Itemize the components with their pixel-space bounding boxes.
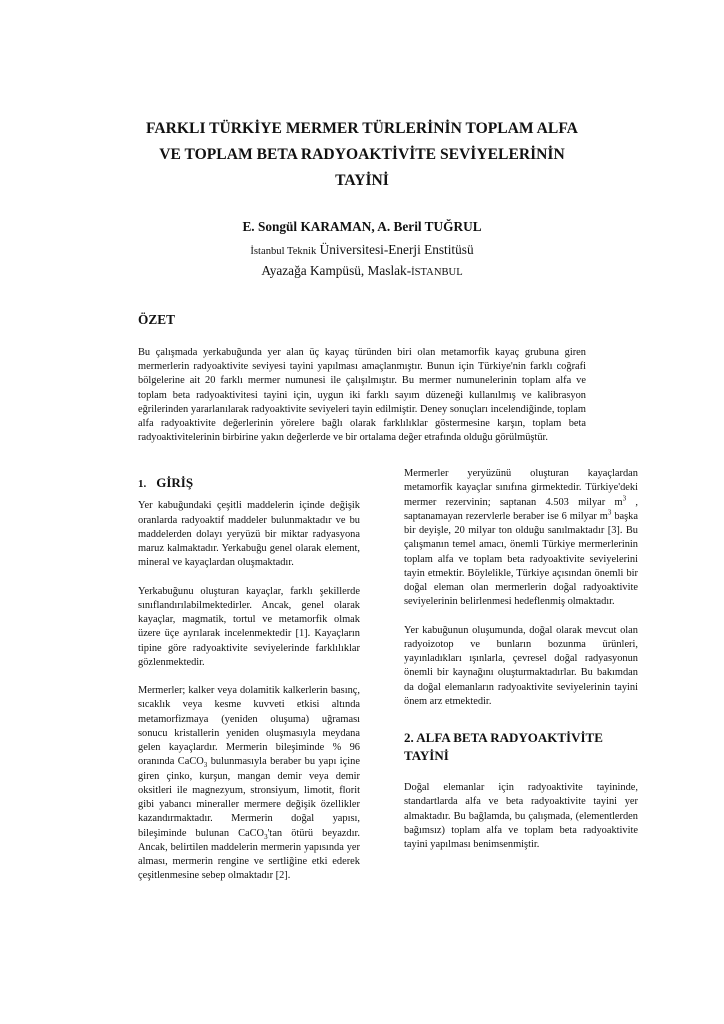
- rp1-part-b: , saptanamayan rezervlerle beraber ise 6 milyar m: [404, 496, 638, 522]
- paper-title: [100, 116, 624, 194]
- section-1-title: GİRİŞ: [156, 475, 194, 490]
- rp1-part-c: başka bir deyişle, 20 milyar ton olduğu sanılmaktadır [3]. Bu çalışmanın temel amacı, önemli Türkiye mermerlerinin toplam alfa ve toplam beta radyoaktivite seviyelerini tayin etmektir. Böylelikle, Türkiye açısından önemli bir doğal eleman olan mermerlerin doğal radyoaktivite seviyelerinin belirlenmesi hedeflenmiş olmaktadır.: [404, 510, 638, 608]
- section-1-paragraph-2: Yerkabuğunu oluşturan kayaçlar, farklı şekillerde sınıflandırılabilmektedirler. Ancak, genel olarak kayaçlar, magmatik, tortul ve metamorfik olmak üzere üçe ayrılarak incelenmektedir [1]. Kayaçların tipine göre radyoaktivite seviyelerinde farklılıklar gözlenmektedir.: [138, 585, 360, 668]
- section-1-number: 1.: [138, 478, 147, 490]
- abstract-text: Bu çalışmada yerkabuğunda yer alan üç kayaç türünden biri olan metamorfik kayaç grubuna giren mermerlerin radyoaktivite seviyesi tayini yapılması amaçlanmıştır. Bunun için Türkiye'nin farklı coğrafi bölgelerine ait 20 farklı mermer numunesi ile çalışılmıştır. Bu mermer numunelerinin toplam alfa ve toplam beta radyoaktivitesi tayini için, uygun iki farklı sayım düzeneği kullanılmış ve kalibrasyon eğrilerinden yararlanılarak radyoaktivite seviyeleri tayin edilmiştir. Deney sonuçları incelendiğinde, toplam alfa radyoaktivite değerlerinin yörelere bağlı olarak farklılıklar göstermesine karşın, toplam beta radyoaktivitelerinin birbirine yakın değerlerde ve bir ortalama değer etrafında olduğu görülmüştür.: [138, 347, 586, 444]
- section-1-heading: [138, 476, 360, 491]
- section-1-paragraph-3: [138, 684, 360, 884]
- section-2-paragraph-1: Doğal elemanlar için radyoaktivite tayininde, standartlarda alfa ve beta radyoaktivite tayini yer almaktadır. Bu bağlamda, bu çalışmada, (elementlerden bağımsız) toplam alfa ve toplam beta radyoaktivite tayini yapılması benimsenmiştir.: [404, 782, 638, 850]
- m3-superscript-1: 3: [622, 494, 627, 503]
- section-1-paragraph-1: Yer kabuğundaki çeşitli maddelerin içinde değişik oranlarda radyoaktif maddeler bulunmaktadır ve bu maddelerden dolayı yeryüzü bir miktar radyasyona maruz kalmaktadır. Yerkabuğu genel olarak element, mineral ve kayaçlardan oluşmaktadır.: [138, 500, 360, 569]
- title-line-2: VE TOPLAM BETA RADYOAKTİVİTE SEVİYELERİNİN: [159, 146, 565, 163]
- m3-superscript-2: 3: [607, 508, 612, 517]
- affiliation-line-1: [0, 240, 724, 261]
- right-column: [404, 467, 638, 852]
- caco3-subscript-2: 3: [264, 832, 268, 841]
- abstract-heading: ÖZET: [138, 312, 175, 327]
- caco3-subscript-1: 3: [203, 761, 208, 770]
- p3-part-a: Mermerler; kalker veya dolamitik kalkerlerin basınç, sıcaklık veya kesme kuvveti etkisi altında metamorfizmaya (yeniden oluşuma) uğraması sonucu kristallerin yeniden oluşmasıyla meydana gelen kayaçlardır. Mermerin bileşiminde % 96 oranında CaCO: [138, 685, 360, 768]
- affiliation-small-text: İstanbul Teknik: [250, 246, 317, 257]
- left-column: [138, 476, 360, 884]
- affiliation-campus: Ayazağa Kampüsü, Maslak-: [261, 263, 412, 278]
- title-line-1: FARKLI TÜRKİYE MERMER TÜRLERİNİN TOPLAM ALFA: [146, 120, 578, 137]
- rp1-part-a: Mermerler yeryüzünü oluşturan kayaçlardan metamorfik kayaçlar sınıfına girmektedir. Türkiye'deki mermer rezervinin; saptanan 4.503 milyar m: [404, 468, 638, 508]
- right-paragraph-2: Yer kabuğunun oluşumunda, doğal olarak mevcut olan radyoizotop ve bunların bozunma ürünleri, yayınladıkları ışınlarla, çevresel doğal radyasyonun önemli bir kaynağını oluşturmaktadırlar. Bu bakımdan da doğal elemanların radyoaktivite seviyelerinin tayini önem arz etmektedir.: [404, 624, 638, 707]
- p3-part-c: 'tan ötürü beyazdır. Ancak, belirtilen maddelerin mermerin yapısında yer alması, mermerin rengine ve sertliğine etki ederek çeşitlenmesine sebep olmaktadır [2].: [138, 827, 360, 882]
- affiliation-institute: Üniversitesi-Enerji Enstitüsü: [316, 242, 474, 257]
- title-line-3: TAYİNİ: [335, 172, 389, 189]
- affiliation-city: İSTANBUL: [411, 267, 463, 278]
- right-paragraph-1: [404, 467, 638, 610]
- affiliation: [0, 240, 724, 282]
- affiliation-line-2: [0, 261, 724, 282]
- section-2-heading: 2. ALFA BETA RADYOAKTİVİTE TAYİNİ: [404, 730, 603, 763]
- p3-part-b: bulunmasıyla beraber bu yapı içine giren çinko, kurşun, mangan demir veya demir oksitleri ile magnezyum, stronsiyum, limotit, florit gibi yabancı mineraller mermere değişik özellikler kazandırmaktadır. Mermerin doğal yapısı, bileşiminde bulunan CaCO: [138, 756, 360, 839]
- authors: E. Songül KARAMAN, A. Beril TUĞRUL: [242, 219, 482, 234]
